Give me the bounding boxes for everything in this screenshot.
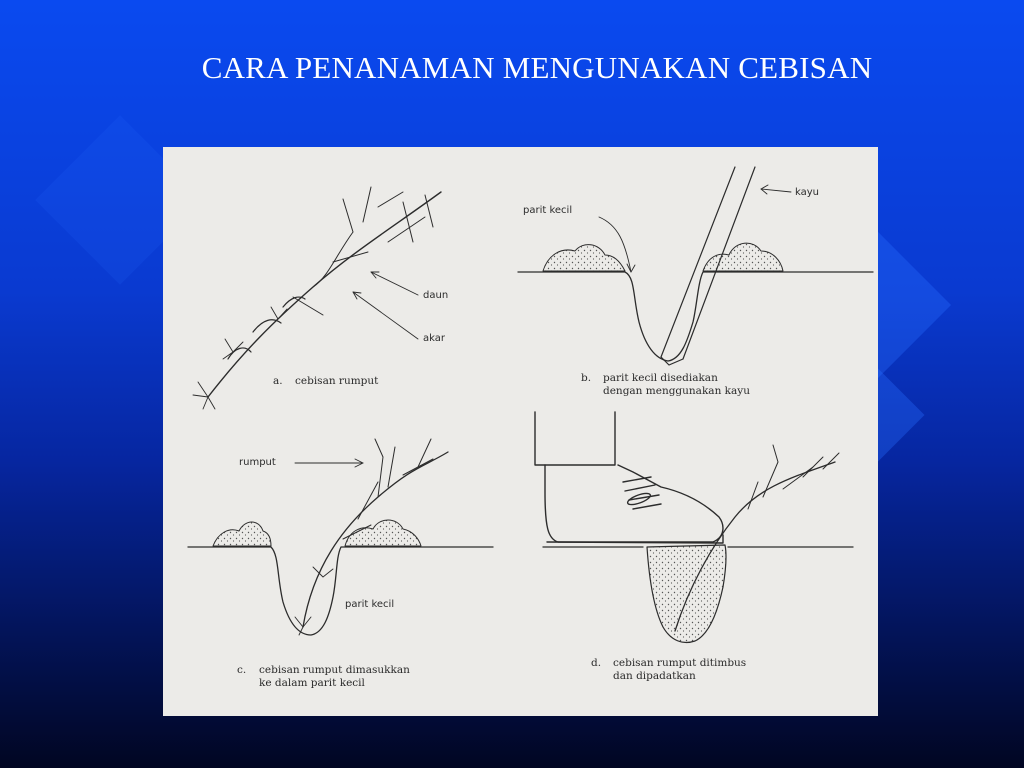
panel-b-trench [518, 272, 873, 361]
panel-c-label-rumput: rumput [239, 457, 276, 468]
panel-b-caption-line2: dengan menggunakan kayu [603, 385, 750, 397]
panel-a-letter: a. [273, 375, 283, 387]
panel-a-caption-text: cebisan rumput [295, 375, 379, 387]
panel-c-caption [237, 664, 410, 690]
panel-b-caption [581, 372, 750, 398]
panel-a-label-arrows [353, 272, 418, 339]
panel-c-label-arrows [295, 459, 363, 467]
panel-c-label-parit-kecil: parit kecil [345, 599, 395, 610]
panel-b-letter: b. [581, 372, 592, 384]
panel-b-soil-mound-left [543, 245, 625, 271]
panel-b-label-kayu: kayu [795, 187, 819, 198]
panel-c-letter: c. [237, 664, 247, 676]
panel-d-letter: d. [591, 657, 602, 669]
panel-c-caption-line1: cebisan rumput dimasukkan [259, 664, 410, 676]
panel-b-caption-line1: parit kecil disediakan [603, 372, 718, 384]
panel-d-filled-trench [647, 545, 726, 642]
illustration-drawing [163, 147, 878, 716]
illustration-figure [163, 147, 878, 716]
slide-title: CARA PENANAMAN MENGUNAKAN CEBISAN [201, 50, 873, 85]
panel-d-boot [535, 412, 723, 543]
panel-c-soil-mound-right [345, 520, 421, 546]
panel-d-caption [591, 657, 746, 683]
panel-a-label-daun: daun [423, 290, 449, 301]
panel-d-caption-line1: cebisan rumput ditimbus [613, 657, 747, 669]
panel-c-caption-line2: ke dalam parit kecil [259, 677, 365, 689]
panel-a-caption [273, 375, 378, 388]
panel-a-label-akar: akar [423, 333, 445, 344]
panel-c-trench [188, 547, 493, 635]
panel-d-caption-line2: dan dipadatkan [613, 670, 696, 682]
panel-b-label-parit-kecil: parit kecil [523, 205, 573, 216]
panel-c-soil-mound-left [213, 522, 271, 546]
panel-b-soil-mound-right [703, 243, 783, 271]
